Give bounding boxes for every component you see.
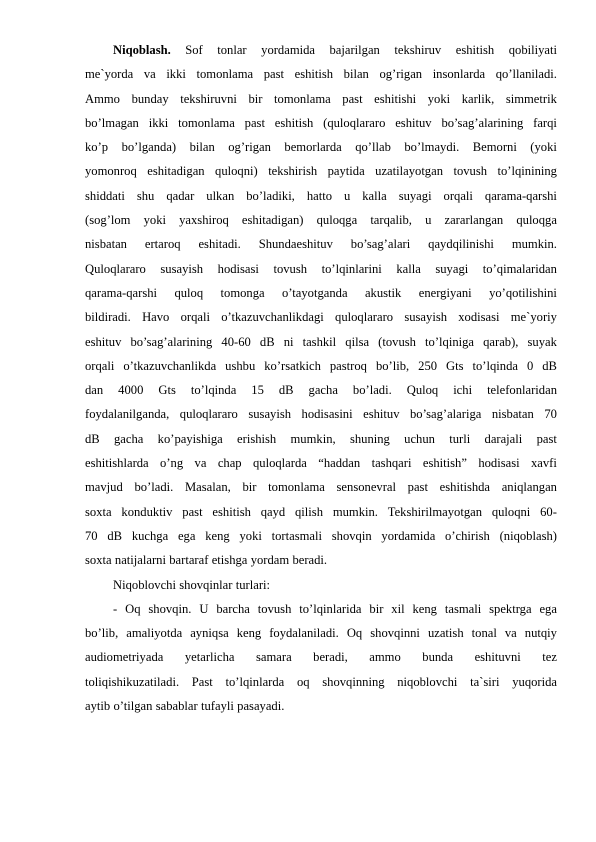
text-line: toliqishikuzatiladi. Past to’lqinlarda oq shovqinning niqoblovchi ta`siri yuqorida [85, 674, 557, 689]
text-line: bildiradi. Havo orqali o’tkazuvchanlikdagi quloqlararo susayish xodisasi me`yoriy [85, 310, 557, 325]
paragraph-oq-shovqin [85, 597, 557, 718]
text-line: Quloqlararo susayish hodisasi tovush to’lqinlarini kalla suyagi to’qimalaridan [85, 261, 557, 276]
text-line: yomonroq eshitadigan quloqni) tekshirish paytida uzatilayotgan tovush to’lqinining [85, 164, 557, 179]
text-line: soxta konduktiv past eshitish qayd qilish mumkin. Tekshirilmayotgan quloqni 60- [85, 504, 557, 519]
text-line: Ammo bunday tekshiruvni bir tomonlama past eshitishi yoki karlik, simmetrik [85, 91, 557, 106]
text-line: dB gacha ko’payishiga erishish mumkin, shuning uchun turli darajali past [85, 431, 557, 446]
text-line: aytib o’tilgan sabablar tufayli pasayadi. [85, 699, 285, 714]
text-line: 70 dB kuchga ega keng yoki tortasmali shovqin yordamida o’chirish (niqoblash) [85, 528, 557, 543]
paragraph-turlari [85, 573, 557, 597]
text-line: audiometriyada yetarlicha samara beradi, ammo bunda eshituvni tez [85, 650, 557, 665]
text-line: bo’lmagan ikki tomonlama past eshitish (quloqlararo eshituv bo’sag’alarining farqi [85, 115, 557, 130]
text-line: (sog’lom yoki yaxshiroq eshitadigan) quloqga tarqalib, u zararlangan quloqga [85, 213, 557, 228]
text-line: me`yorda va ikki tomonlama past eshitish bilan og’rigan insonlarda qo’llaniladi. [85, 67, 557, 82]
text-line: eshituv bo’sag’alarining 40-60 dB ni tashkil qilsa (tovush to’lqiniga qarab), suyak [85, 334, 557, 349]
text-line: shiddati shu qadar ulkan bo’ladiki, hatto u kalla suyagi orqali qarama-qarshi [85, 188, 557, 203]
text-line: dan 4000 Gts to’lqinda 15 dB gacha bo’ladi. Quloq ichi telefonlaridan [85, 383, 557, 398]
text-line: foydalanilganda, quloqlararo susayish hodisasini eshituv bo’sag’alariga nisbatan 70 [85, 407, 557, 422]
text-line: mavjud bo’ladi. Masalan, bir tomonlama sensonevral past eshitishda aniqlangan [85, 480, 557, 495]
text-line: Niqoblovchi shovqinlar turlari: [113, 577, 271, 592]
text-line: - Oq shovqin. U barcha tovush to’lqinlarida bir xil keng tasmali spektrga ega [113, 601, 557, 616]
document-page [85, 38, 557, 718]
text-line: ko’p bo’lganda) bilan og’rigan bemorlarda qo’llab bo’lmaydi. Bemorni (yoki [85, 140, 557, 155]
text-line: Niqoblash. Sof tonlar yordamida bajarilgan tekshiruv eshitish qobiliyati [113, 43, 557, 57]
text-line: qarama-qarshi quloq tomonga o’tayotganda akustik energiyani yo’qotilishini [85, 285, 557, 300]
text-line: bo’lib, amaliyotda ayniqsa keng foydalaniladi. Oq shovqinni uzatish tonal va nutqiy [85, 626, 557, 641]
text-line: nisbatan ertaroq eshitadi. Shundaeshituv bo’sag’alari qaydqilinishi mumkin. [85, 237, 557, 252]
text-line: eshitishlarda o’ng va chap quloqlarda “haddan tashqari eshitish” hodisasi xavfi [85, 456, 557, 471]
text-line: orqali o’tkazuvchanlikda ushbu ko’rsatkich pastroq bo’lib, 250 Gts to’lqinda 0 dB [85, 358, 557, 373]
text-line: soxta natijalarni bartaraf etishga yordam beradi. [85, 553, 328, 568]
paragraph-niqoblash [85, 38, 557, 573]
